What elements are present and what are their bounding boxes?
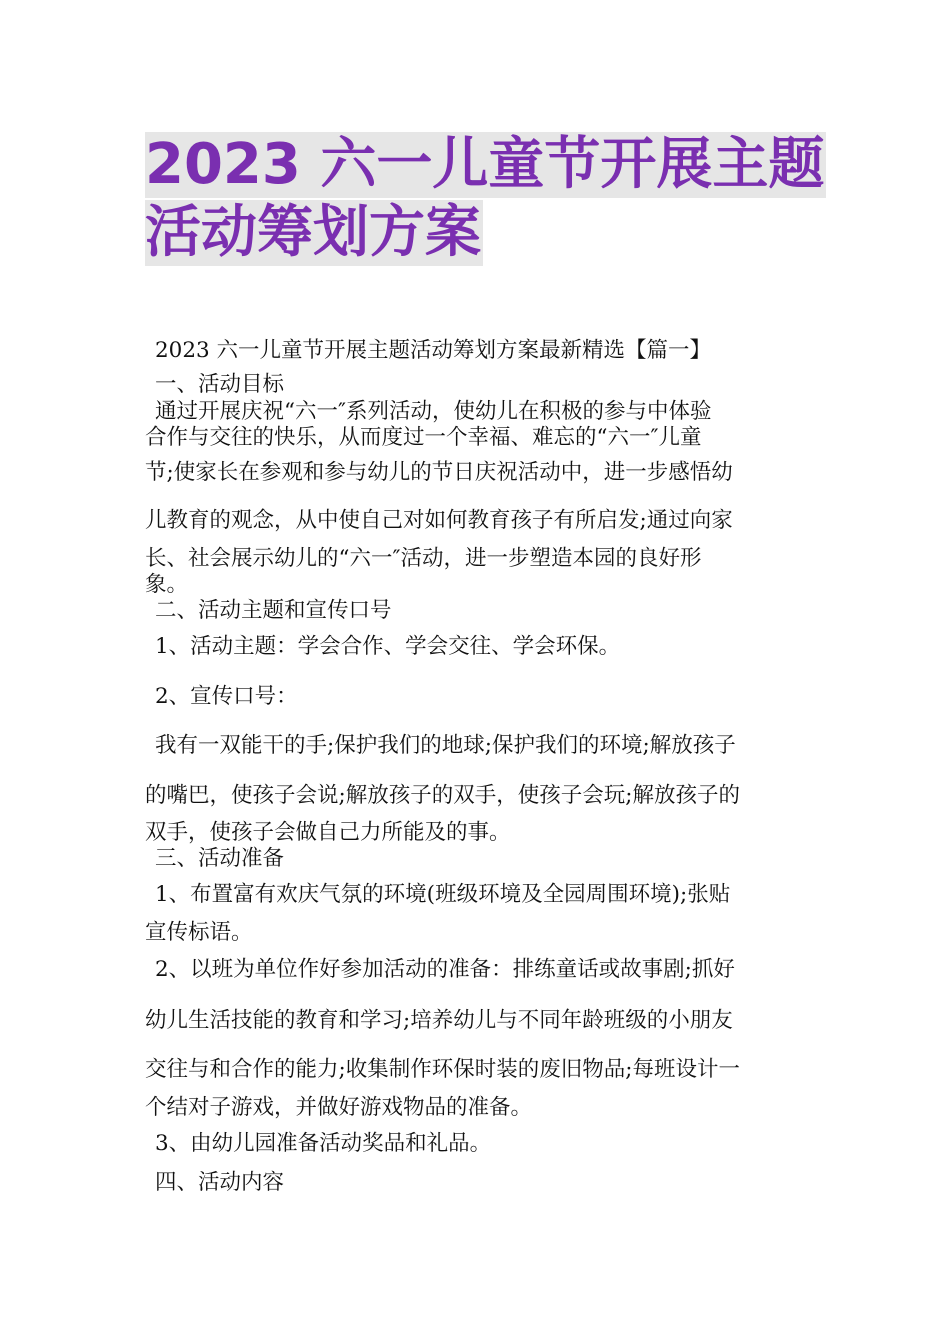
paragraph-line: 长、社会展示幼儿的“六一″活动，进一步塑造本园的良好形 [145, 546, 702, 571]
paragraph-line: 节;使家长在参观和参与幼儿的节日庆祝活动中，进一步感悟幼 [145, 460, 733, 485]
section-subtitle: 2023 六一儿童节开展主题活动筹划方案最新精选【篇一】 [155, 338, 712, 363]
paragraph-line: 象。 [145, 572, 189, 597]
list-item: 2、以班为单位作好参加活动的准备：排练童话或故事剧;抓好 [155, 957, 735, 982]
heading-objectives: 一、活动目标 [155, 372, 285, 397]
heading-preparation: 三、活动准备 [155, 846, 285, 871]
paragraph-line: 双手，使孩子会做自己力所能及的事。 [145, 820, 511, 845]
paragraph-line: 通过开展庆祝“六一″系列活动，使幼儿在积极的参与中体验 [155, 399, 712, 424]
heading-activities: 四、活动内容 [155, 1170, 285, 1195]
paragraph-line: 合作与交往的快乐，从而度过一个幸福、难忘的“六一″儿童 [145, 425, 702, 450]
document-title-line-1: 2023 六一儿童节开展主题 [145, 132, 825, 197]
paragraph-line: 幼儿生活技能的教育和学习;培养幼儿与不同年龄班级的小朋友 [145, 1008, 733, 1033]
paragraph-line: 儿教育的观念，从中使自己对如何教育孩子有所启发;通过向家 [145, 508, 733, 533]
paragraph-line: 我有一双能干的手;保护我们的地球;保护我们的环境;解放孩子 [155, 733, 736, 758]
paragraph-line: 的嘴巴，使孩子会说;解放孩子的双手，使孩子会玩;解放孩子的 [145, 783, 740, 808]
list-item: 1、布置富有欢庆气氛的环境(班级环境及全园周围环境);张贴 [155, 882, 731, 907]
list-item: 1、活动主题：学会合作、学会交往、学会环保。 [155, 634, 621, 659]
paragraph-line: 宣传标语。 [145, 920, 253, 945]
heading-theme-slogan: 二、活动主题和宣传口号 [155, 598, 392, 623]
list-item: 2、宣传口号： [155, 684, 298, 709]
paragraph-line: 个结对子游戏，并做好游戏物品的准备。 [145, 1095, 533, 1120]
list-item: 3、由幼儿园准备活动奖品和礼品。 [155, 1131, 492, 1156]
document-title-line-2: 活动筹划方案 [145, 200, 481, 265]
paragraph-line: 交往与和合作的能力;收集制作环保时装的废旧物品;每班设计一 [145, 1057, 740, 1082]
